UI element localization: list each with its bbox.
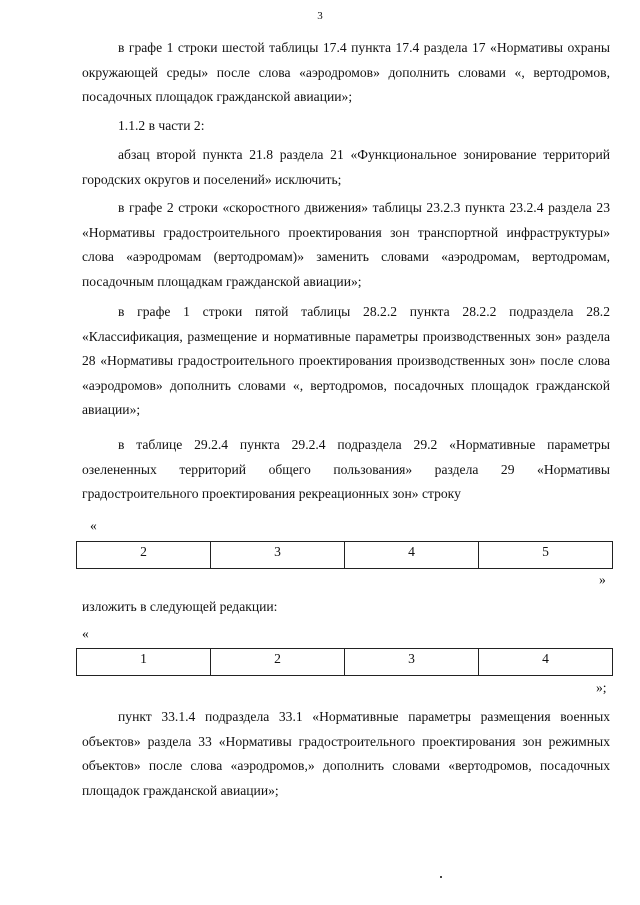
table-row-old (76, 541, 613, 569)
table-old-cell: 4 (345, 542, 479, 569)
table-row-new (76, 648, 613, 676)
paragraph-23-2-4: в графе 2 строки «скоростного движения» таблицы 23.2.3 пункта 23.2.4 раздела 23 «Нормативы градостроительного проектирования зон транспортной инфраструктуры» слова «аэродромам (вертодромам)» заменить словами «аэродромам, вертодромам, посадочным площадкам гражданской авиации»; (82, 200, 610, 289)
table-new-cell: 4 (479, 649, 613, 676)
paragraph-21-8: абзац второй пункта 21.8 раздела 21 «Функциональное зонирование территорий городских округов и поселений» исключить; (82, 147, 610, 187)
page-number: 3 (317, 10, 323, 22)
paragraph-29-2-4: в таблице 29.2.4 пункта 29.2.4 подраздела 29.2 «Нормативные параметры озелененных территорий общего пользования» раздела 29 «Нормативы градостроительного проектирования рекреационных зон» строку (82, 437, 610, 502)
paragraph-17-4: в графе 1 строки шестой таблицы 17.4 пункта 17.4 раздела 17 «Нормативы охраны окружающей среды» после слова «аэродромов» дополнить словами «, вертодромов, посадочных площадок гражданской авиации»; (82, 40, 610, 105)
table-old-cell: 3 (211, 542, 345, 569)
table-new-cell: 2 (211, 649, 345, 676)
paragraph-28-2-2: в графе 1 строки пятой таблицы 28.2.2 пункта 28.2.2 подраздела 28.2 «Классификация, размещение и нормативные параметры производственных зон» раздела 28 «Нормативы градостроительного проектирования производственных зон» после слова «аэродромов» дополнить словами «, вертодромов, посадочных площадок гражданской авиации»; (82, 304, 610, 418)
table-old-cell: 2 (77, 542, 211, 569)
paragraph-new-edition: изложить в следующей редакции: (82, 599, 278, 614)
close-quote-2: »; (596, 680, 607, 695)
open-quote-2: « (82, 626, 89, 641)
table-new-cell: 1 (77, 649, 211, 676)
paragraph-33-1-4: пункт 33.1.4 подраздела 33.1 «Нормативные параметры размещения военных объектов» раздела 33 «Нормативы градостроительного проектирования зон режимных объектов» после слова «аэродромов,» дополнить словами «вертодромов, посадочных площадок гражданской авиации»; (82, 709, 610, 798)
table-new-cell: 3 (345, 649, 479, 676)
paragraph-1-1-2: 1.1.2 в части 2: (118, 118, 205, 133)
scan-speck (440, 876, 442, 878)
table-old-cell: 5 (479, 542, 613, 569)
close-quote-1: » (599, 572, 606, 587)
open-quote-1: « (90, 518, 97, 533)
